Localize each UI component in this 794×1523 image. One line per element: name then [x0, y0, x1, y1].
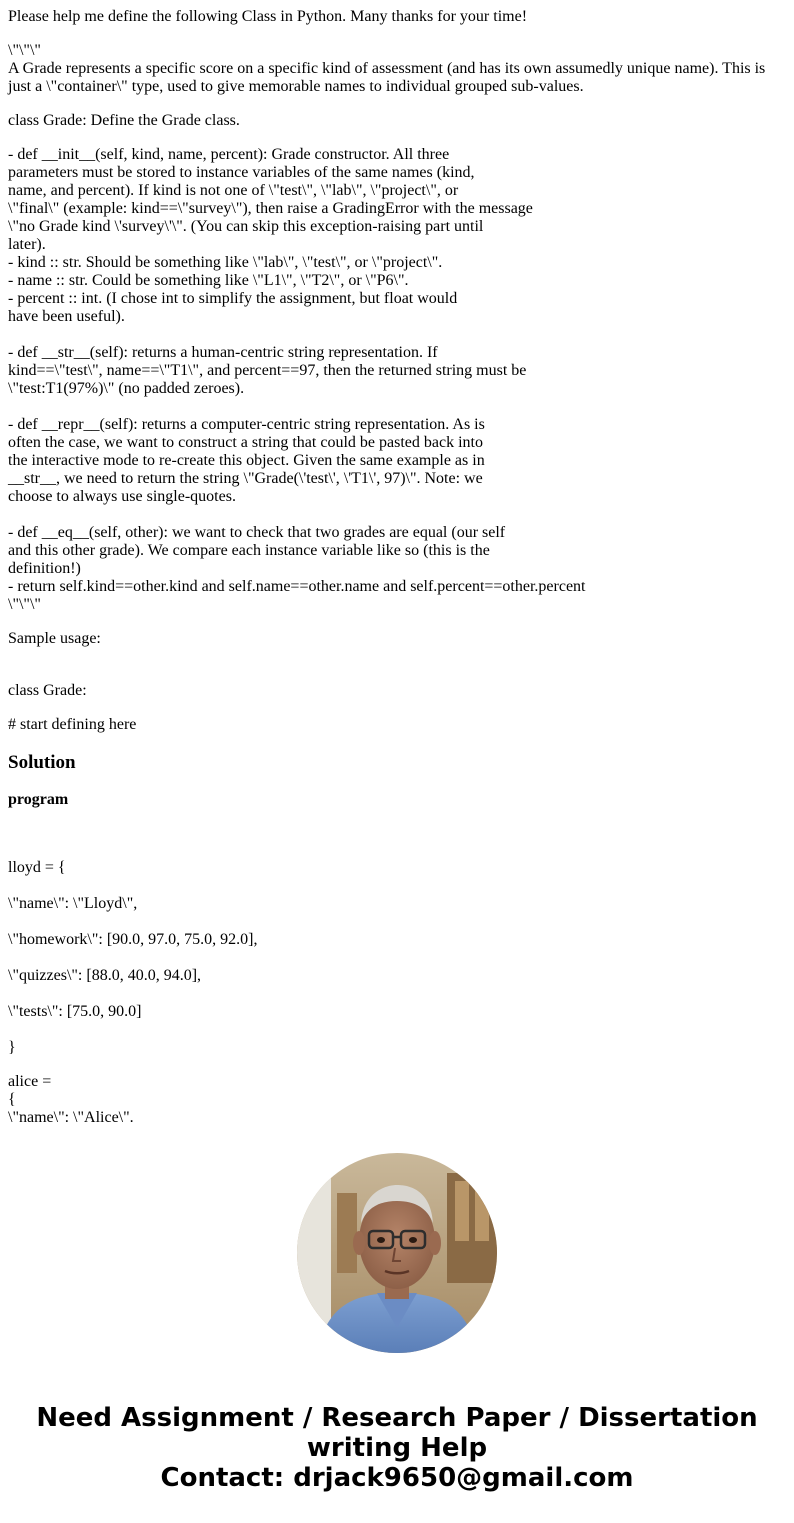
str-method-block: - def __str__(self): returns a human-centric string representation. If kind==\"test\", name==\"T1\", and percent==97, then the returned string must be \"test:T1(97%)\" (no padded zeroes).: [8, 344, 527, 397]
banner-line-2: writing Help: [306, 1433, 488, 1463]
eq-method-block: - def __eq__(self, other): we want to check that two grades are equal (our self and this other grade). We compare each instance variable like so (this is the definition!) - return self.kind==other.kind and self.name==other.name and self.percent==other.percent \"\"\": [8, 524, 586, 613]
class-definition: class Grade: Define the Grade class.: [8, 112, 240, 129]
code-line: lloyd = {: [8, 859, 66, 876]
code-line: \"name\": \"Lloyd\",: [8, 895, 138, 912]
repr-method-block: - def __repr__(self): returns a computer-centric string representation. As is often the case, we want to construct a string that could be pasted back into the interactive mode to re-create this object. Given the same example as in __str__, we need to return the string \"Grade(\'test\', \'T1\', 97)\". Note: we choose to always use single-quotes.: [8, 416, 485, 505]
solution-heading: Solution: [8, 752, 76, 773]
author-photo: [297, 1153, 497, 1353]
class-grade-line: class Grade:: [8, 682, 87, 699]
banner-line-1: Need Assignment / Research Paper / Dissertation: [36, 1403, 758, 1433]
question-intro: Please help me define the following Class in Python. Many thanks for your time!: [8, 8, 528, 25]
code-line: \"homework\": [90.0, 97.0, 75.0, 92.0],: [8, 931, 258, 948]
alice-block: alice = { \"name\": \"Alice\".: [8, 1073, 134, 1126]
sample-usage-label: Sample usage:: [8, 630, 101, 647]
code-line: \"quizzes\": [88.0, 40.0, 94.0],: [8, 967, 202, 984]
docstring-block: \"\"\" A Grade represents a specific score on a specific kind of assessment (and has its own assumedly unique name). This is just a \"container\" type, used to give memorable names to individual grouped sub-values.: [8, 42, 766, 95]
banner-contact-line: Contact: drjack9650@gmail.com: [160, 1463, 634, 1493]
contact-banner: [0, 1403, 794, 1493]
init-method-block: - def __init__(self, kind, name, percent): Grade constructor. All three parameters must be stored to instance variables of the same names (kind, name, and percent). If kind is not one of \"test\", \"lab\", \"project\", or \"final\" (example: kind==\"survey\"), then raise a GradingError with the message \"no Grade kind \'survey\'\". (You can skip this exception-raising part until later). - kind :: str. Should be something like \"lab\", \"test\", or \"project\". - name :: str. Could be something like \"L1\", \"T2\", or \"P6\". - percent :: int. (I chose int to simplify the assignment, but float would have been useful).: [8, 146, 533, 325]
author-portrait-image: [297, 1153, 497, 1353]
program-subheading: program: [8, 791, 69, 808]
code-line: \"tests\": [75.0, 90.0]: [8, 1003, 142, 1020]
comment-line: # start defining here: [8, 716, 137, 733]
code-line: }: [8, 1039, 16, 1056]
